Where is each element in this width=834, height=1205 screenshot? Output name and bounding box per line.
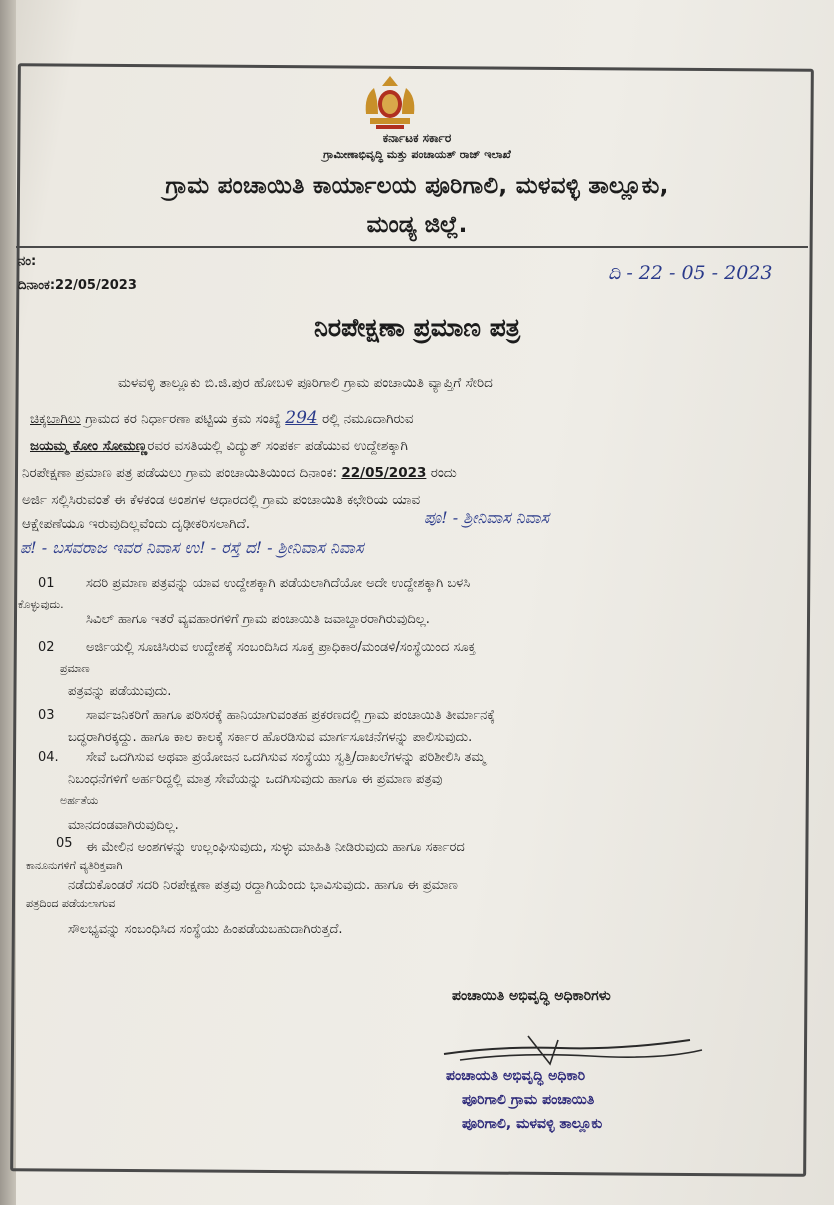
condition-03-number: 03 [38,708,55,723]
condition-01-number: 01 [38,576,55,591]
office-name-line2: ಮಂಡ್ಯ ಜಿಲ್ಲೆ. [366,212,468,238]
condition-05-number: 05 [56,836,73,851]
condition-03-line2: ಬದ್ಧರಾಗಿರಕ್ಕದ್ದು. ಹಾಗೂ ಕಾಲ ಕಾಲಕ್ಕೆ ಸರ್ಕಾರ ಹೊರಡಿಸುವ ಮಾರ್ಗಸೂಚನೆಗಳನ್ನು ಪಾಲಿಸುವುದು. [68,730,473,745]
application-date: 22/05/2023 [341,465,427,481]
condition-01-line2: ಕೊಳ್ಳುವುದು. [18,598,64,611]
condition-02-line2: ಪ್ರಮಾಣ [60,662,90,675]
body-line-6: ಆಕ್ಷೇಪಣೆಯೂ ಇರುವುದಿಲ್ಲವೆಂದು ದೃಢೀಕರಿಸಲಾಗಿದೆ. [22,516,251,532]
condition-03-line1: ಸಾರ್ವಜನಿಕರಿಗೆ ಹಾಗೂ ಪರಿಸರಕ್ಕೆ ಹಾನಿಯಾಗುವಂತಹ ಪ್ರಕರಣದಲ್ಲಿ ಗ್ರಾಮ ಪಂಚಾಯಿತಿ ತೀರ್ಮಾನಕ್ಕೆ [86,708,495,723]
department-name: ಗ್ರಾಮೀಣಾಭಿವೃದ್ಧಿ ಮತ್ತು ಪಂಚಾಯತ್ ರಾಜ್ ಇಲಾಖೆ [323,148,511,161]
handwritten-date: ದಿ - 22 - 05 - 2023 [608,262,773,284]
stamp-line-3: ಪೂರಿಗಾಲಿ, ಮಳವಳ್ಳಿ ತಾಲ್ಲೂಕು [462,1116,603,1132]
body-line-3-text: ರವರ ವಸತಿಯಲ್ಲಿ ವಿದ್ಯುತ್ ಸಂಪರ್ಕ ಪಡೆಯುವ ಉದ್ದೇಶಕ್ಕಾಗಿ [147,438,408,454]
condition-05-line1: ಈ ಮೇಲಿನ ಅಂಶಗಳನ್ನು ಉಲ್ಲಂಘಿಸುವುದು, ಸುಳ್ಳು ಮಾಹಿತಿ ನೀಡಿರುವುದು ಹಾಗೂ ಸರ್ಕಾರದ [86,840,465,855]
condition-04-line4: ಮಾನದಂಡವಾಗಿರುವುದಿಲ್ಲ. [68,818,179,833]
signature-scribble-icon [440,1030,710,1070]
condition-01-line3: ಸಿವಿಲ್ ಹಾಗೂ ಇತರೆ ವ್ಯವಹಾರಗಳಿಗೆ ಗ್ರಾಮ ಪಂಚಾಯಿತಿ ಜವಾಬ್ದಾರರಾಗಿರುವುದಿಲ್ಲ. [86,612,430,627]
condition-04-line1: ಸೇವೆ ಒದಗಿಸುವ ಅಥವಾ ಪ್ರಯೋಜನ ಒದಗಿಸುವ ಸಂಸ್ಥೆಯು ಸ್ವತ್ತಿ/ದಾಖಲೆಗಳನ್ನು ಪರಿಶೀಲಿಸಿ ತಮ್ಮ [86,750,486,765]
stamp-line-2: ಪೂರಿಗಾಲಿ ಗ್ರಾಮ ಪಂಚಾಯಿತಿ [462,1092,595,1108]
condition-05-line4: ಪತ್ರದಿಂದ ಪಡೆಯಲಾಗುವ [26,897,116,910]
condition-05-line5: ಸೌಲಭ್ಯವನ್ನು ಸಂಬಂಧಿಸಿದ ಸಂಸ್ಥೆಯು ಹಿಂಪಡೆಯಬಹುದಾಗಿರುತ್ತದೆ. [68,922,343,937]
condition-04-line2: ನಿಬಂಧನೆಗಳಿಗೆ ಅರ್ಹರಿದ್ದಲ್ಲಿ ಮಾತ್ರ ಸೇವೆಯನ್ನು ಒದಗಿಸುವುದು ಹಾಗೂ ಈ ಪ್ರಮಾಣ ಪತ್ರವು [68,772,443,787]
condition-02-line3: ಪತ್ರವನ್ನು ಪಡೆಯುವುದು. [68,684,172,699]
condition-05-line2: ಕಾನೂನುಗಳಿಗೆ ವ್ಯತಿರಿಕ್ತವಾಗಿ [26,859,123,872]
government-name: ಕರ್ನಾಟಕ ಸರ್ಕಾರ [382,131,452,145]
body-line-1: ಮಳವಳ್ಳಿ ತಾಲ್ಲೂಕು ಬಿ.ಜಿ.ಪುರ ಹೋಬಳಿ ಪೂರಿಗಾಲಿ ಗ್ರಾಮ ಪಂಚಾಯಿತಿ ವ್ಯಾಪ್ತಿಗೆ ಸೇರಿದ [118,375,493,391]
condition-02-number: 02 [38,640,55,655]
condition-04-number: 04. [38,750,59,765]
body-line-4-text: ನಿರಪೇಕ್ಷಣಾ ಪ್ರಮಾಣ ಪತ್ರ ಪಡೆಯಲು ಗ್ರಾಮ ಪಂಚಾಯಿತಿಯಿಂದ ದಿನಾಂಕ: [22,465,338,481]
body-line-2 [30,410,414,427]
header-divider [16,246,808,248]
handwritten-boundary-2: ಪ! - ಬಸವರಾಜ ಇವರ ನಿವಾಸ ಉ! - ರಸ್ತೆ ದ! - ಶ್ರೀನಿವಾಸ ನಿವಾಸ [20,538,364,557]
village-name: ಚಿಕ್ಕಬಾಗಿಲು [30,411,81,427]
applicant-name: ಜಯಮ್ಮ ಕೋಂ ಸೋಮಣ್ಣ [30,438,148,454]
number-label: ನಂ: [18,254,37,269]
certificate-title: ನಿರಪೇಕ್ಷಣಾ ಪ್ರಮಾಣ ಪತ್ರ [313,313,521,342]
condition-01-line1: ಸದರಿ ಪ್ರಮಾಣ ಪತ್ರವನ್ನು ಯಾವ ಉದ್ದೇಶಕ್ಕಾಗಿ ಪಡೆಯಲಾಗಿದೆಯೋ ಅದೇ ಉದ್ದೇಶಕ್ಕಾಗಿ ಬಳಸಿ [86,576,471,591]
serial-number: 294 [285,408,318,428]
body-line-3 [30,440,408,454]
body-line-2-text: ಗ್ರಾಮದ ಕರ ನಿರ್ಧಾರಣಾ ಪಟ್ಟಿಯ ಕ್ರಮ ಸಂಖ್ಯೆ [85,411,281,427]
date-label: ದಿನಾಂಕ:22/05/2023 [18,278,137,293]
body-line-2-end: ರಲ್ಲಿ ನಮೂದಾಗಿರುವ [322,411,414,427]
condition-02-line1: ಅರ್ಜಿಯಲ್ಲಿ ಸೂಚಿಸಿರುವ ಉದ್ದೇಶಕ್ಕೆ ಸಂಬಂದಿಸಿದ ಸೂಕ್ತ ಪ್ರಾಧಿಕಾರ/ಮಂಡಳಿ/ಸಂಸ್ಥೆಯಿಂದ ಸೂಕ್ತ [86,640,476,655]
condition-04-line3: ಅರ್ಹತೆಯ [60,794,99,807]
handwritten-boundary-1: ಪೂ! - ಶ್ರೀನಿವಾಸ ನಿವಾಸ [424,508,550,527]
karnataka-emblem-icon [358,74,422,132]
body-line-5: ಅರ್ಜಿ ಸಲ್ಲಿಸಿರುವಂತೆ ಈ ಕೆಳಕಂಡ ಅಂಶಗಳ ಆಧಾರದಲ್ಲಿ ಗ್ರಾಮ ಪಂಚಾಯಿತಿ ಕಛೇರಿಯ ಯಾವ [22,492,421,508]
body-line-4 [22,467,457,481]
officer-designation: ಪಂಚಾಯಿತಿ ಅಭಿವೃದ್ಧಿ ಅಧಿಕಾರಿಗಳು [452,988,611,1004]
body-line-4-end: ರಂದು [430,465,457,481]
office-name-line1: ಗ್ರಾಮ ಪಂಚಾಯಿತಿ ಕಾರ್ಯಾಲಯ ಪೂರಿಗಾಲಿ, ಮಳವಳ್ಳಿ ತಾಲ್ಲೂಕು, [165,173,669,199]
stamp-line-1: ಪಂಚಾಯತಿ ಅಭಿವೃದ್ಧಿ ಅಧಿಕಾರಿ [446,1068,586,1084]
condition-05-line3: ನಡೆದುಕೊಂಡರೆ ಸದರಿ ನಿರಪೇಕ್ಷಣಾ ಪತ್ರವು ರದ್ದಾಗಿಯೆಂದು ಭಾವಿಸುವುದು. ಹಾಗೂ ಈ ಪ್ರಮಾಣ [68,878,458,893]
